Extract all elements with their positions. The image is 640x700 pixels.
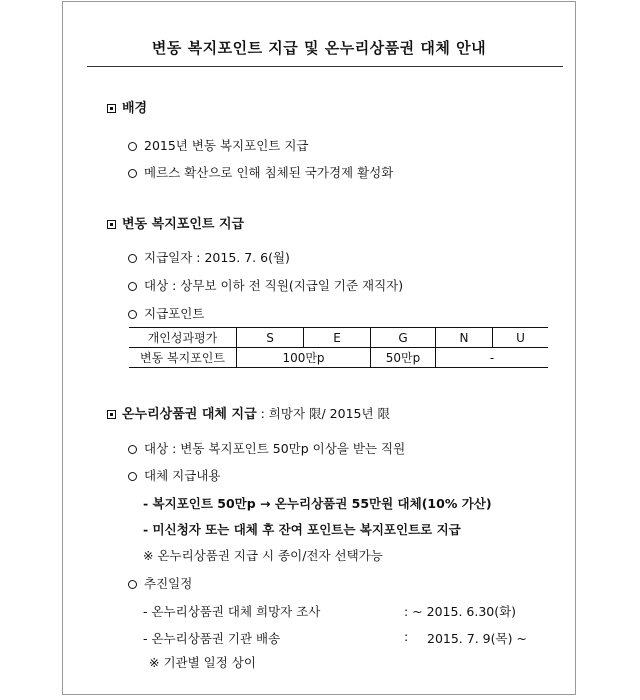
points-item	[128, 304, 204, 322]
item-text: 대상 : 상무보 이하 전 직원(지급일 기준 재직자)	[144, 278, 404, 293]
section-heading-voucher	[107, 403, 390, 422]
voucher-content-label	[128, 466, 220, 484]
table-cell: 50만p	[371, 348, 436, 368]
voucher-content-line: - 미신청자 또는 대체 후 잔여 포인트는 복지포인트로 지급	[143, 522, 461, 537]
circle-bullet-icon	[128, 282, 137, 291]
table-cell: 변동 복지포인트	[129, 348, 237, 368]
schedule-date: : ~ 2015. 6.30(화)	[404, 604, 517, 619]
square-bullet-icon	[107, 220, 116, 229]
circle-bullet-icon	[128, 169, 137, 178]
item-text: 대상 : 변동 복지포인트 50만p 이상을 받는 직원	[144, 441, 406, 456]
table-header-cell: S	[237, 328, 304, 348]
table-header-cell: 개인성과평가	[129, 328, 237, 348]
voucher-target	[128, 439, 405, 457]
document-page	[62, 1, 576, 695]
table-row	[129, 348, 548, 368]
item-text: 지급포인트	[144, 306, 205, 321]
table-cell: -	[436, 348, 549, 368]
item-text: 2015년 변동 복지포인트 지급	[144, 138, 309, 153]
item-text: 대체 지급내용	[144, 468, 221, 483]
circle-bullet-icon	[128, 254, 137, 263]
heading-text: 변동 복지포인트 지급	[122, 217, 245, 232]
schedule-separator: :	[404, 629, 409, 644]
table-header-cell: G	[371, 328, 436, 348]
points-item	[128, 276, 403, 294]
heading-text: 배경	[122, 101, 148, 116]
table-header-row	[129, 328, 548, 348]
item-text: 지급일자 : 2015. 7. 6(월)	[144, 250, 290, 265]
table-header-cell: E	[304, 328, 371, 348]
schedule-item: - 온누리상품권 기관 배송	[143, 631, 281, 646]
circle-bullet-icon	[128, 310, 137, 319]
circle-bullet-icon	[128, 445, 137, 454]
circle-bullet-icon	[128, 580, 137, 589]
title-underline	[87, 66, 563, 67]
schedule-item: - 온누리상품권 대체 희망자 조사	[143, 604, 321, 619]
square-bullet-icon	[107, 410, 116, 419]
table-header-cell: N	[436, 328, 493, 348]
points-table	[129, 327, 548, 368]
table-cell: 100만p	[237, 348, 371, 368]
item-text: 메르스 확산으로 인해 침체된 국가경제 활성화	[144, 165, 394, 180]
circle-bullet-icon	[128, 142, 137, 151]
voucher-schedule-label	[128, 574, 192, 592]
points-item	[128, 248, 290, 266]
voucher-content-note: ※ 온누리상품권 지급 시 종이/전자 선택가능	[143, 548, 383, 563]
voucher-content-line: - 복지포인트 50만p → 온누리상품권 55만원 대체(10% 가산)	[143, 496, 492, 511]
document-title: 변동 복지포인트 지급 및 온누리상품권 대체 안내	[151, 39, 487, 57]
square-bullet-icon	[107, 104, 116, 113]
table-header-cell: U	[493, 328, 549, 348]
item-text: 추진일정	[144, 576, 193, 591]
background-item	[128, 136, 308, 154]
heading-text: 온누리상품권 대체 지급	[122, 407, 257, 422]
section-heading-background	[107, 97, 147, 116]
heading-suffix: : 희망자 限/ 2015년 限	[256, 406, 391, 421]
background-item	[128, 163, 393, 181]
schedule-date: 2015. 7. 9(목) ~	[427, 631, 527, 646]
schedule-note: ※ 기관별 일정 상이	[149, 655, 256, 670]
circle-bullet-icon	[128, 472, 137, 481]
section-heading-points	[107, 213, 244, 232]
